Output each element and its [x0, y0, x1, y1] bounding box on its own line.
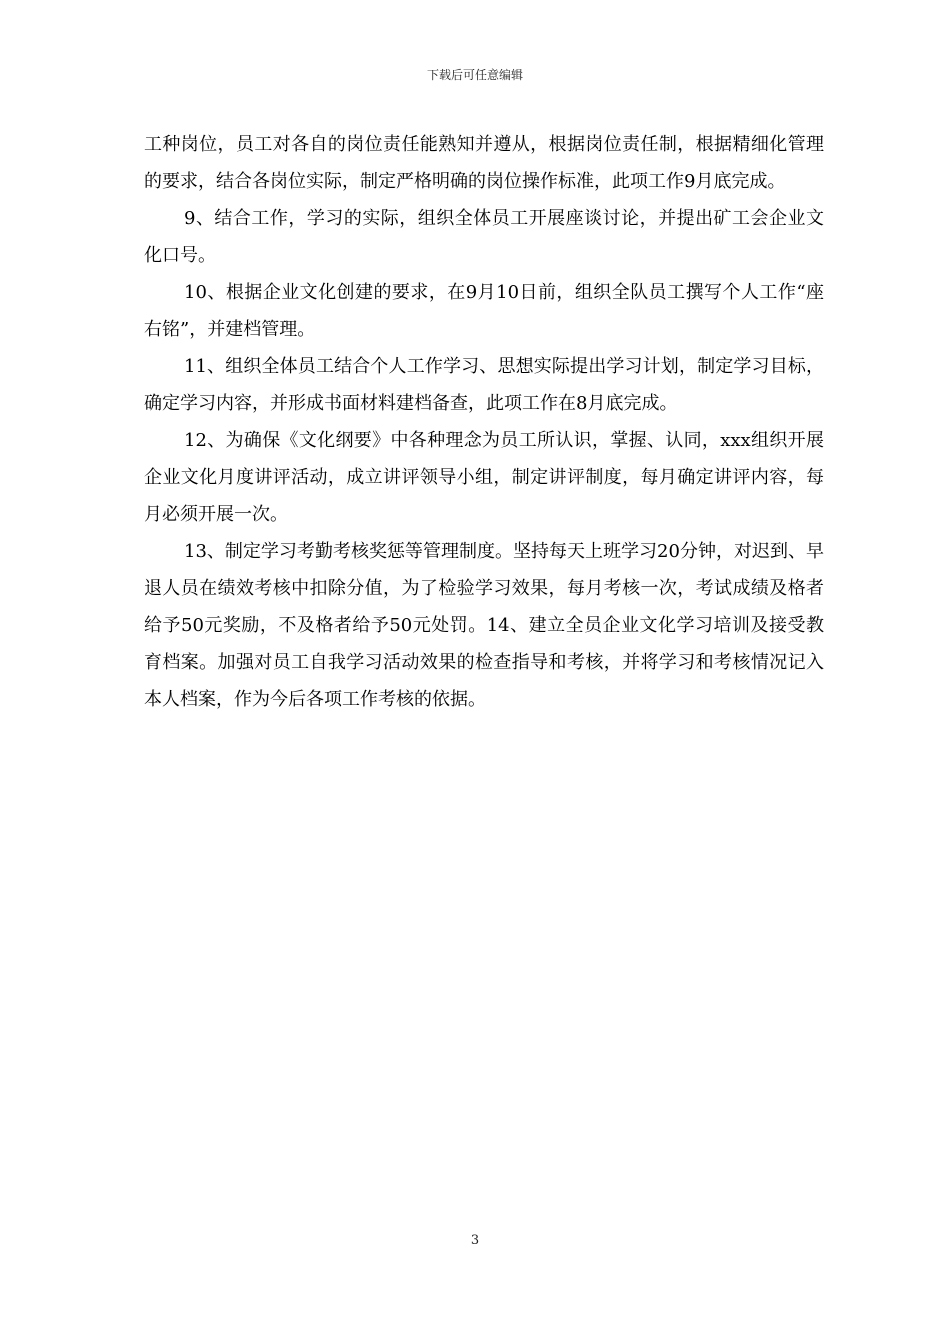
- paragraph-item-12: 12、为确保《文化纲要》中各种理念为员工所认识，掌握、认同，xxx组织开展企业文化月度讲评活动，成立讲评领导小组，制定讲评制度，每月确定讲评内容，每月必须开展一次。: [144, 430, 824, 525]
- paragraph-item-13-14: 13、制定学习考勤考核奖惩等管理制度。坚持每天上班学习20分钟，对迟到、早退人员在绩效考核中扣除分值，为了检验学习效果，每月考核一次，考试成绩及格者给予50元奖励，不及格者给予50元处罚。14、建立全员企业文化学习培训及接受教育档案。加强对员工自我学习活动效果的检查指导和考核，并将学习和考核情况记入本人档案，作为今后各项工作考核的依据。: [144, 541, 824, 710]
- page-header: 下载后可任意编辑: [426, 68, 523, 82]
- paragraph-item-9: 9、结合工作，学习的实际，组织全体员工开展座谈讨论，并提出矿工会企业文化口号。: [144, 208, 824, 266]
- paragraph-continuation: 工种岗位，员工对各自的岗位责任能熟知并遵从，根据岗位责任制，根据精细化管理的要求，结合各岗位实际，制定严格明确的岗位操作标准，此项工作9月底完成。: [144, 134, 824, 192]
- paragraph-item-11: 11、组织全体员工结合个人工作学习、思想实际提出学习计划，制定学习目标，确定学习内容，并形成书面材料建档备查，此项工作在8月底完成。: [144, 356, 824, 414]
- page-number: 3: [470, 1233, 480, 1248]
- document-body: [144, 126, 824, 718]
- paragraph-item-10: 10、根据企业文化创建的要求，在9月10日前，组织全队员工撰写个人工作“座右铭”，并建档管理。: [144, 282, 824, 340]
